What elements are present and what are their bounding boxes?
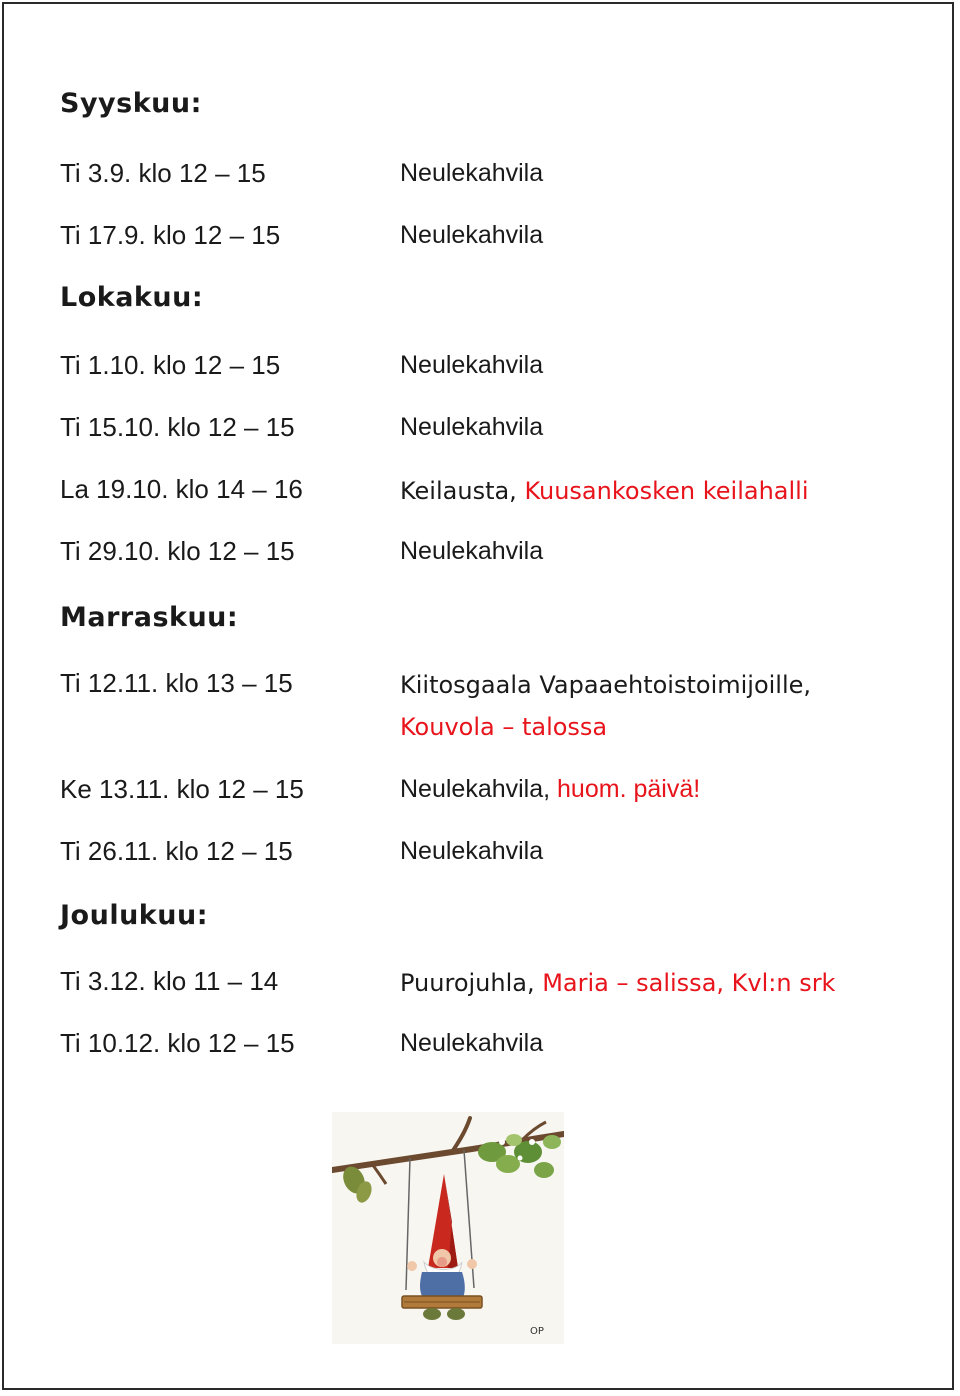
event-text (400, 350, 543, 380)
event-title: Keilausta, (400, 477, 525, 505)
event-location: Maria – salissa, Kvl:n srk (542, 969, 836, 997)
event-text (400, 158, 543, 188)
event-text (400, 670, 811, 699)
event-title: Neulekahvila, (400, 775, 558, 803)
event-text (400, 774, 700, 804)
event-date: Ke 13.11. klo 12 – 15 (60, 774, 304, 804)
event-date: Ti 17.9. klo 12 – 15 (60, 220, 281, 250)
event-date: Ti 29.10. klo 12 – 15 (60, 536, 295, 566)
event-title: Neulekahvila (400, 221, 544, 249)
event-text (400, 220, 543, 250)
event-note: huom. päivä! (557, 775, 701, 803)
event-title: Kiitosgaala Vapaaehtoistoimijoille, (400, 671, 812, 699)
month-heading-syyskuu: Syyskuu: (60, 88, 202, 119)
event-date: Ti 15.10. klo 12 – 15 (60, 412, 295, 442)
artist-signature: OP (530, 1326, 544, 1337)
event-date: Ti 3.12. klo 11 – 14 (60, 966, 279, 996)
event-text (400, 536, 543, 566)
event-title: Neulekahvila (400, 351, 544, 379)
event-date: Ti 1.10. klo 12 – 15 (60, 350, 281, 380)
month-heading-marraskuu: Marraskuu: (60, 602, 239, 633)
event-text (400, 968, 835, 997)
event-text (400, 476, 809, 505)
event-date: Ti 10.12. klo 12 – 15 (60, 1028, 295, 1058)
event-title: Neulekahvila (400, 159, 544, 187)
event-title: Neulekahvila (400, 537, 544, 565)
event-text (400, 1028, 543, 1058)
event-date: Ti 3.9. klo 12 – 15 (60, 158, 266, 188)
event-title: Neulekahvila (400, 1029, 544, 1057)
event-date: Ti 26.11. klo 12 – 15 (60, 836, 293, 866)
event-title: Neulekahvila (400, 413, 544, 441)
event-title: Neulekahvila (400, 837, 544, 865)
event-location: Kouvola – talossa (400, 713, 608, 741)
event-text-line2 (400, 712, 607, 741)
event-text (400, 412, 543, 442)
event-title: Puurojuhla, (400, 969, 543, 997)
event-text (400, 836, 543, 866)
gnome-on-swing-icon (332, 1112, 564, 1344)
event-date: Ti 12.11. klo 13 – 15 (60, 668, 293, 698)
month-heading-lokakuu: Lokakuu: (60, 282, 204, 313)
event-location: Kuusankosken keilahalli (524, 477, 809, 505)
event-date: La 19.10. klo 14 – 16 (60, 474, 303, 504)
month-heading-joulukuu: Joulukuu: (60, 900, 208, 931)
